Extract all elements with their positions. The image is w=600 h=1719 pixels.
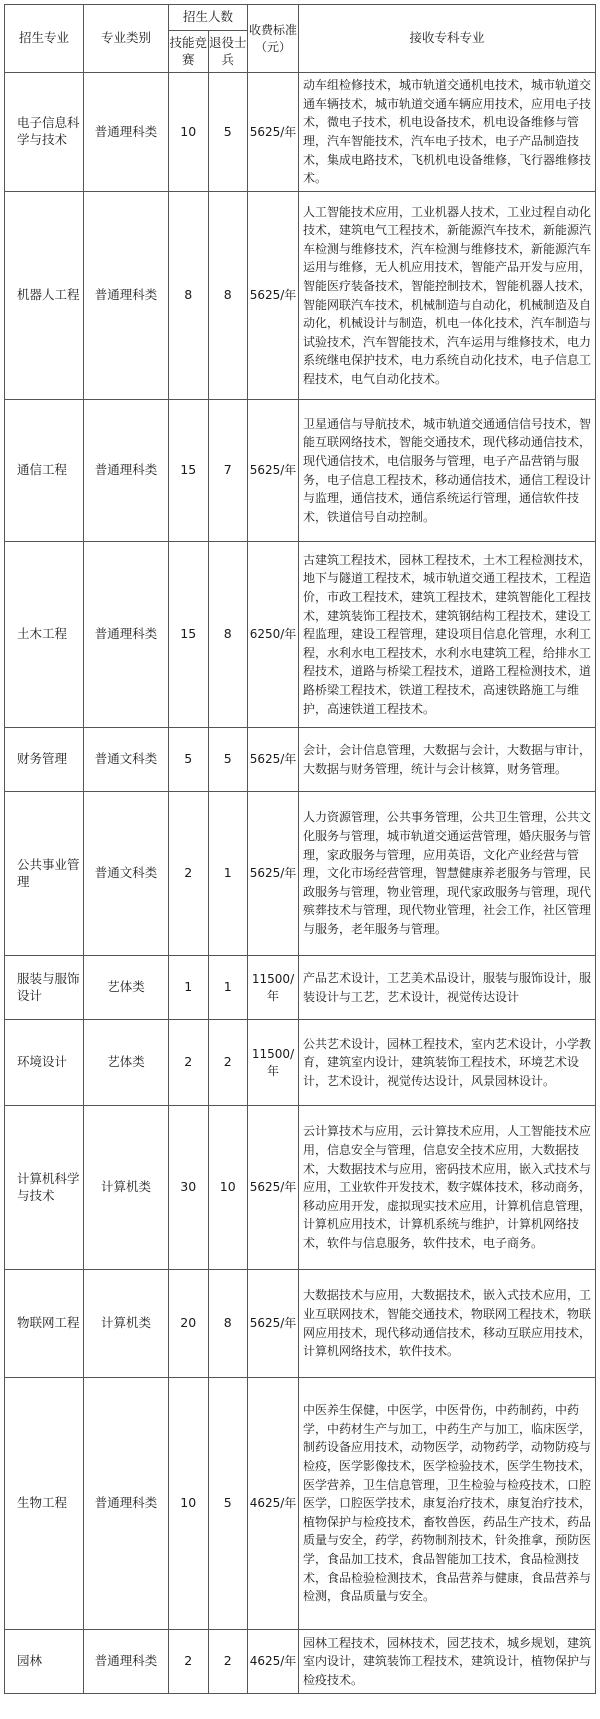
table-row xyxy=(5,1106,596,1270)
cell-skill: 15 xyxy=(169,400,209,542)
cell-accepted: 人力资源管理，公共事务管理，公共卫生管理，公共文化服务与管理，城市轨道交通运营管理，婚庆服务与管理，家政服务与管理，应用英语，文化产业经营与管理，文化市场经营管理，智慧健康养老服务与管理，民政服务与管理，物业管理，现代家政服务与管理，现代殡葬技术与管理，现代物业管理，社会工作，社区管理与服务，老年服务与管理。 xyxy=(299,792,596,956)
cell-accepted: 动车组检修技术，城市轨道交通机电技术，城市轨道交通车辆技术，城市轨道交通车辆应用技术，应用电子技术，微电子技术，机电设备技术，机电设备维修与管理，汽车智能技术，汽车电子技术，电子产品制造技术，集成电路技术，飞机机电设备维修，飞行器维修技术。 xyxy=(299,73,596,192)
cell-fee: 5625/年 xyxy=(248,792,299,956)
cell-veteran: 8 xyxy=(208,192,248,400)
cell-accepted: 人工智能技术应用，工业机器人技术，工业过程自动化技术，建筑电气工程技术，新能源汽车技术，新能源汽车检测与维修技术，汽车检测与维修技术，新能源汽车运用与维修，无人机应用技术，智能产品开发与应用，智能医疗装备技术，智能控制技术，智能机器人技术，智能网联汽车技术，机械制造与自动化，机械制造及自动化，机械设计与制造，机电一体化技术，汽车制造与试验技术，汽车智能技术，汽车运用与维修技术，电力系统继电保护技术，电力系统自动化技术，电子信息工程技术，电气自动化技术。 xyxy=(299,192,596,400)
cell-accepted: 云计算技术与应用，云计算技术应用，人工智能技术应用，信息安全与管理，信息安全技术应用，大数据技术，大数据技术与应用，密码技术应用，嵌入式技术与应用，工业软件开发技术，数字媒体技术，移动商务，移动应用开发，虚拟现实技术应用，计算机信息管理，计算机应用技术，计算机系统与维护，计算机网络技术，软件与信息服务，软件技术，电子商务。 xyxy=(299,1106,596,1270)
cell-skill: 2 xyxy=(169,792,209,956)
cell-skill: 2 xyxy=(169,1630,209,1694)
cell-skill: 8 xyxy=(169,192,209,400)
cell-veteran: 5 xyxy=(208,728,248,792)
cell-fee: 5625/年 xyxy=(248,400,299,542)
cell-skill: 5 xyxy=(169,728,209,792)
cell-skill: 15 xyxy=(169,542,209,728)
header-category: 专业类别 xyxy=(84,5,169,73)
header-quota: 招生人数 xyxy=(169,5,248,31)
cell-major: 公共事业管理 xyxy=(5,792,84,956)
cell-fee: 5625/年 xyxy=(248,1270,299,1378)
cell-category: 普通理科类 xyxy=(84,192,169,400)
table-row xyxy=(5,728,596,792)
cell-veteran: 1 xyxy=(208,792,248,956)
table-row xyxy=(5,1378,596,1630)
table-row xyxy=(5,792,596,956)
table-row xyxy=(5,1630,596,1694)
table-row xyxy=(5,400,596,542)
cell-major: 机器人工程 xyxy=(5,192,84,400)
cell-fee: 11500/年 xyxy=(248,1020,299,1106)
cell-major: 物联网工程 xyxy=(5,1270,84,1378)
cell-accepted: 园林工程技术，园林技术，园艺技术，城乡规划，建筑室内设计，建筑装饰工程技术，建筑设计，植物保护与检疫技术。 xyxy=(299,1630,596,1694)
header-veteran: 退役士兵 xyxy=(208,31,248,73)
table-row xyxy=(5,1020,596,1106)
cell-skill: 10 xyxy=(169,73,209,192)
header-accepted: 接收专科专业 xyxy=(299,5,596,73)
cell-major: 电子信息科学与技术 xyxy=(5,73,84,192)
cell-accepted: 公共艺术设计，园林工程技术，室内艺术设计，小学教育，建筑室内设计，建筑装饰工程技术，环境艺术设计，艺术设计，视觉传达设计，风景园林设计。 xyxy=(299,1020,596,1106)
cell-veteran: 2 xyxy=(208,1630,248,1694)
table-row xyxy=(5,1270,596,1378)
cell-fee: 5625/年 xyxy=(248,1106,299,1270)
cell-fee: 5625/年 xyxy=(248,73,299,192)
cell-accepted: 古建筑工程技术，园林工程技术，土木工程检测技术，地下与隧道工程技术，城市轨道交通工程技术，工程造价，市政工程技术，建筑工程技术，建筑智能化工程技术，建筑装饰工程技术，建筑钢结构工程技术，建设工程监理，建设工程管理，建设项目信息化管理，水利工程，水利水电工程技术，水利水电建筑工程，给排水工程技术，道路与桥梁工程技术，道路工程检测技术，道路桥梁工程技术，铁道工程技术，高速铁路施工与维护，高速铁道工程技术。 xyxy=(299,542,596,728)
cell-major: 生物工程 xyxy=(5,1378,84,1630)
table-row xyxy=(5,73,596,192)
cell-major: 计算机科学与技术 xyxy=(5,1106,84,1270)
cell-skill: 30 xyxy=(169,1106,209,1270)
cell-accepted: 中医养生保健，中医学，中医骨伤，中药制药，中药学，中药材生产与加工，中药生产与加工，临床医学，制药设备应用技术，动物医学，动物药学，动物防疫与检疫，医学影像技术，医学检验技术，医学生物技术，医学营养，卫生信息管理，卫生检验与检疫技术，口腔医学，口腔医学技术，康复治疗技术，康复治疗技术，植物保护与检疫技术，畜牧兽医，药品生产技术，药品质量与安全，药学，药物制剂技术，针灸推拿，预防医学，食品加工技术，食品智能加工技术，食品检测技术，食品检验检测技术，食品营养与健康，食品营养与检测，食品质量与安全。 xyxy=(299,1378,596,1630)
cell-category: 普通理科类 xyxy=(84,542,169,728)
cell-category: 普通文科类 xyxy=(84,728,169,792)
cell-major: 土木工程 xyxy=(5,542,84,728)
cell-major: 通信工程 xyxy=(5,400,84,542)
cell-category: 普通理科类 xyxy=(84,73,169,192)
cell-major: 环境设计 xyxy=(5,1020,84,1106)
table-row xyxy=(5,192,596,400)
cell-fee: 4625/年 xyxy=(248,1630,299,1694)
cell-veteran: 5 xyxy=(208,73,248,192)
cell-veteran: 8 xyxy=(208,1270,248,1378)
cell-accepted: 大数据技术与应用，大数据技术，嵌入式技术应用，工业互联网技术，智能交通技术，物联网工程技术，物联网应用技术，现代移动通信技术，移动互联应用技术，计算机网络技术，软件技术。 xyxy=(299,1270,596,1378)
header-major: 招生专业 xyxy=(5,5,84,73)
admission-table xyxy=(4,4,596,1694)
cell-category: 普通理科类 xyxy=(84,400,169,542)
header-fee: 收费标准（元） xyxy=(248,5,299,73)
cell-veteran: 7 xyxy=(208,400,248,542)
table-row xyxy=(5,542,596,728)
cell-accepted: 产品艺术设计，工艺美术品设计，服装与服饰设计，服装设计与工艺，艺术设计，视觉传达设计 xyxy=(299,956,596,1020)
cell-skill: 1 xyxy=(169,956,209,1020)
cell-category: 普通理科类 xyxy=(84,1630,169,1694)
cell-major: 园林 xyxy=(5,1630,84,1694)
cell-veteran: 5 xyxy=(208,1378,248,1630)
cell-veteran: 8 xyxy=(208,542,248,728)
cell-category: 普通理科类 xyxy=(84,1378,169,1630)
cell-category: 艺体类 xyxy=(84,1020,169,1106)
cell-skill: 10 xyxy=(169,1378,209,1630)
cell-fee: 6250/年 xyxy=(248,542,299,728)
cell-category: 普通文科类 xyxy=(84,792,169,956)
cell-accepted: 会计，会计信息管理，大数据与会计，大数据与审计，大数据与财务管理，统计与会计核算，财务管理。 xyxy=(299,728,596,792)
cell-skill: 20 xyxy=(169,1270,209,1378)
cell-skill: 2 xyxy=(169,1020,209,1106)
cell-fee: 5625/年 xyxy=(248,728,299,792)
cell-major: 服装与服饰设计 xyxy=(5,956,84,1020)
cell-fee: 4625/年 xyxy=(248,1378,299,1630)
cell-fee: 11500/年 xyxy=(248,956,299,1020)
header-skill: 技能竞赛 xyxy=(169,31,209,73)
cell-category: 计算机类 xyxy=(84,1106,169,1270)
cell-accepted: 卫星通信与导航技术，城市轨道交通通信信号技术，智能互联网络技术，智能交通技术，现代移动通信技术，现代通信技术，电信服务与管理，电子产品营销与服务，电子信息工程技术，移动通信技术，通信工程设计与监理，通信技术，通信系统运行管理，通信软件技术，铁道信号自动控制。 xyxy=(299,400,596,542)
table-row xyxy=(5,956,596,1020)
cell-veteran: 10 xyxy=(208,1106,248,1270)
cell-category: 计算机类 xyxy=(84,1270,169,1378)
cell-veteran: 1 xyxy=(208,956,248,1020)
cell-fee: 5625/年 xyxy=(248,192,299,400)
cell-major: 财务管理 xyxy=(5,728,84,792)
cell-veteran: 2 xyxy=(208,1020,248,1106)
cell-category: 艺体类 xyxy=(84,956,169,1020)
